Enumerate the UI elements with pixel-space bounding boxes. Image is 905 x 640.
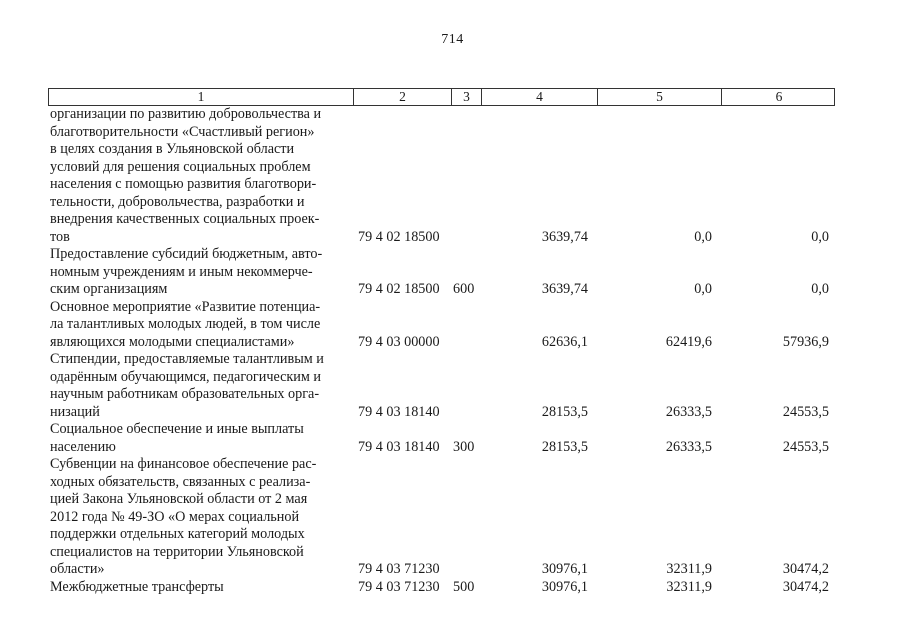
row-value-col5: 32311,9 bbox=[666, 578, 712, 595]
header-col-4: 4 bbox=[481, 89, 597, 105]
row-code: 79 4 03 71230 bbox=[358, 561, 440, 577]
row-code: 79 4 03 18140 bbox=[358, 438, 440, 455]
page-number: 714 bbox=[441, 32, 464, 47]
row-code: 79 4 03 71230 bbox=[358, 578, 440, 595]
row-name: Межбюджетные трансферты bbox=[50, 578, 224, 595]
table-row bbox=[48, 421, 835, 456]
row-value-col5: 26333,5 bbox=[665, 403, 712, 420]
row-value-col6: 30474,2 bbox=[782, 578, 829, 595]
row-value-col4: 28153,5 bbox=[541, 438, 588, 455]
row-value-col6: 24553,5 bbox=[782, 438, 829, 455]
row-value-col6: 30474,2 bbox=[782, 561, 829, 577]
row-code: 79 4 02 18500 bbox=[358, 228, 440, 245]
row-name: Субвенции на финансовое обеспечение рас- ходных обязательств, связанных с реализа- цией Закона Ульяновской области от 2 мая 2012 года № 49-ЗО «О мерах социальной поддержки отдельных категорий молодых специалистов на территории Ульяновской области» bbox=[50, 456, 317, 577]
row-expense-type: 300 bbox=[453, 438, 475, 455]
row-value-col5: 0,0 bbox=[694, 228, 712, 245]
table-row bbox=[48, 579, 835, 597]
row-name: Предоставление субсидий бюджетным, авто- номным учреждениям и иным некоммерче- ским организациям bbox=[50, 246, 323, 297]
row-expense-type: 600 bbox=[453, 281, 475, 297]
row-name: Социальное обеспечение и иные выплаты населению bbox=[50, 421, 304, 455]
row-code: 79 4 03 00000 bbox=[358, 333, 440, 350]
row-value-col4: 3639,74 bbox=[541, 281, 588, 297]
row-value-col4: 62636,1 bbox=[541, 333, 588, 350]
header-col-3: 3 bbox=[451, 89, 481, 105]
row-name: организации по развитию добровольчества и благотворительности «Счастливый регион» в целях создания в Ульяновской области условий для решения социальных проблем населения с помощью развития благотвори- тельности, добровольчества, разработки и внедрения качественных социальных проек- тов bbox=[50, 106, 322, 245]
table-row bbox=[48, 246, 835, 299]
budget-table bbox=[48, 88, 835, 596]
table-row bbox=[48, 106, 835, 246]
header-col-5: 5 bbox=[597, 89, 721, 105]
table-row bbox=[48, 351, 835, 421]
row-name: Основное мероприятие «Развитие потенциа- ла талантливых молодых людей, в том числе являющихся молодыми специалистами» bbox=[50, 298, 321, 350]
row-value-col4: 30976,1 bbox=[541, 578, 588, 595]
row-value-col4: 30976,1 bbox=[541, 561, 588, 577]
row-value-col6: 57936,9 bbox=[782, 333, 829, 350]
row-name: Стипендии, предоставляемые талантливым и одарённым обучающимся, педагогическим и научным работникам образовательных орга- низаций bbox=[50, 351, 324, 420]
row-value-col5: 62419,6 bbox=[665, 333, 712, 350]
row-expense-type: 500 bbox=[453, 578, 475, 595]
table-row bbox=[48, 299, 835, 352]
header-col-6: 6 bbox=[721, 89, 836, 105]
row-value-col6: 0,0 bbox=[811, 281, 829, 297]
row-value-col5: 0,0 bbox=[694, 281, 712, 297]
table-row bbox=[48, 456, 835, 579]
row-value-col4: 3639,74 bbox=[541, 228, 588, 245]
header-col-1: 1 bbox=[197, 89, 205, 104]
row-value-col6: 0,0 bbox=[811, 228, 829, 245]
row-value-col6: 24553,5 bbox=[782, 403, 829, 420]
table-header bbox=[48, 88, 835, 106]
row-value-col4: 28153,5 bbox=[541, 403, 588, 420]
row-code: 79 4 02 18500 bbox=[358, 281, 440, 297]
row-value-col5: 32311,9 bbox=[666, 561, 712, 577]
row-value-col5: 26333,5 bbox=[665, 438, 712, 455]
header-col-2: 2 bbox=[353, 89, 451, 105]
row-code: 79 4 03 18140 bbox=[358, 403, 440, 420]
